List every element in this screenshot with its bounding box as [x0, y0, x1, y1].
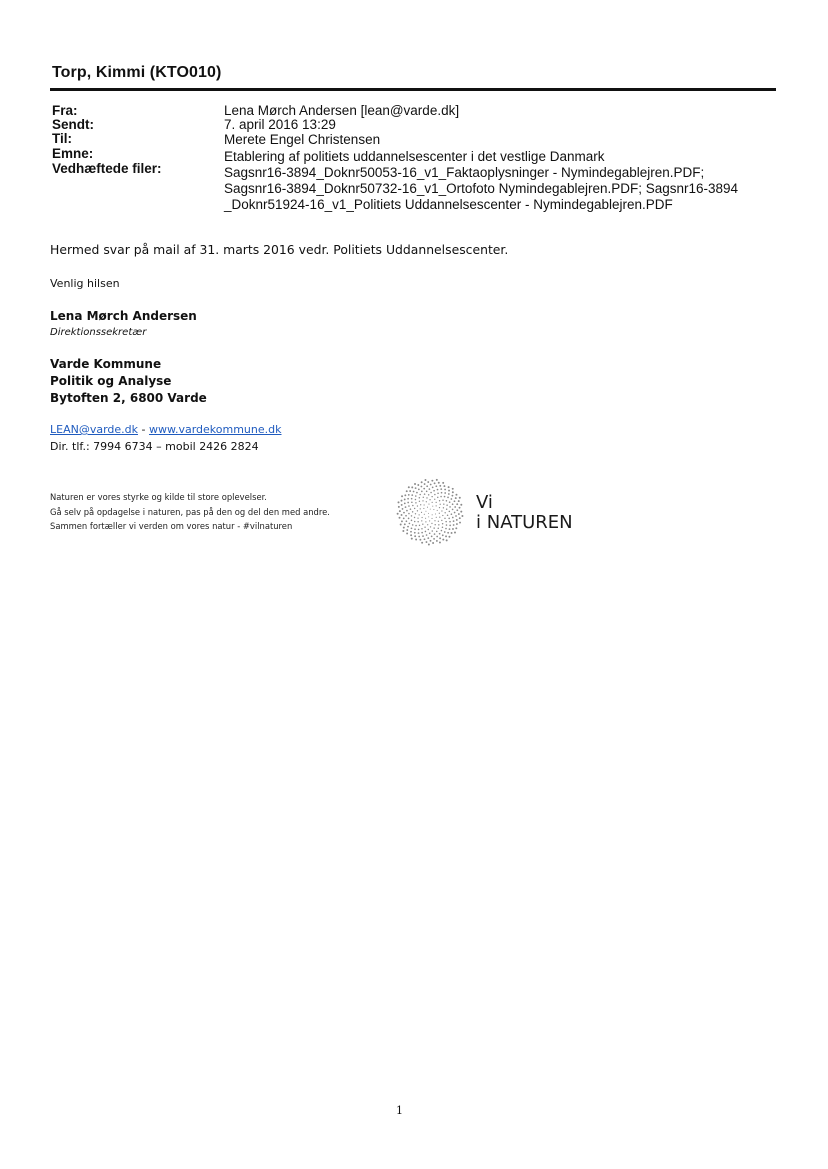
- logo-dot: [441, 510, 442, 511]
- logo-dot: [418, 532, 420, 534]
- logo-dot: [435, 485, 437, 487]
- logo-dot: [452, 488, 454, 490]
- logo-dot: [448, 536, 450, 538]
- logo-dot: [459, 522, 461, 524]
- logo-dot: [419, 525, 420, 526]
- logo-dot: [447, 515, 449, 517]
- logo-dot: [433, 490, 435, 492]
- logo-dot: [412, 524, 414, 526]
- logo-dot: [404, 498, 406, 500]
- from-label: Fra:: [52, 103, 78, 118]
- logo-dot: [406, 510, 408, 512]
- signature-department: Politik og Analyse: [50, 374, 172, 388]
- logo-dot: [449, 506, 451, 508]
- logo-dot: [421, 486, 423, 488]
- logo-dot: [415, 495, 417, 497]
- logo-dot: [424, 538, 426, 540]
- logo-dot: [411, 494, 413, 496]
- signature-phone: Dir. tlf.: 7994 6734 – mobil 2426 2824: [50, 440, 259, 453]
- logo-dot: [416, 492, 418, 494]
- logo-dot: [442, 526, 444, 528]
- logo-dot: [419, 539, 421, 541]
- logo-dot: [436, 540, 438, 542]
- website-link[interactable]: www.vardekommune.dk: [148, 423, 282, 436]
- logo-dot: [406, 490, 408, 492]
- signature-address: Bytoften 2, 6800 Varde: [50, 391, 207, 405]
- logo-dot: [425, 521, 426, 522]
- logo-dot: [420, 504, 421, 505]
- logo-dot: [397, 513, 399, 515]
- logo-dot: [444, 496, 446, 498]
- logo-dot: [434, 533, 436, 535]
- logo-dot: [451, 513, 453, 515]
- logo-dot: [415, 499, 417, 501]
- logo-dot: [407, 502, 409, 504]
- logo-dot: [449, 528, 451, 530]
- logo-dot: [435, 524, 436, 525]
- logo-dot: [407, 498, 409, 500]
- logo-dot: [398, 506, 400, 508]
- logo-dot: [446, 500, 448, 502]
- logo-dot: [410, 534, 412, 536]
- logo-dot: [442, 515, 443, 516]
- logo-dot: [408, 518, 410, 520]
- logo-dot: [421, 491, 423, 493]
- sent-value: 7. april 2016 13:29: [224, 117, 336, 132]
- logo-dot: [439, 533, 441, 535]
- logo-dot: [449, 511, 451, 513]
- logo-dot: [439, 513, 440, 514]
- logo-dot: [456, 509, 458, 511]
- logo-dot: [430, 540, 432, 542]
- logo-dot: [441, 520, 442, 521]
- logo-dot: [437, 497, 438, 498]
- logo-dot: [425, 518, 426, 519]
- logo-dot: [401, 500, 403, 502]
- logo-dot: [424, 479, 426, 481]
- logo-dot: [401, 504, 403, 506]
- logo-dot: [431, 518, 432, 519]
- logo-dot: [430, 492, 432, 494]
- logo-dot: [443, 507, 444, 508]
- logo-dot: [421, 512, 422, 513]
- logo-dot: [399, 510, 401, 512]
- logo-dot: [458, 513, 460, 515]
- logo-dot: [415, 502, 416, 503]
- logo-dot: [434, 499, 435, 500]
- logo-dot: [414, 517, 415, 518]
- logo-dot: [456, 494, 458, 496]
- logo-dot: [429, 532, 431, 534]
- logo-dot: [428, 516, 429, 517]
- logo-dot: [419, 514, 420, 515]
- logo-dot: [443, 503, 444, 504]
- logo-dot: [442, 534, 444, 536]
- logo-dot: [427, 524, 428, 525]
- logo-dot: [409, 490, 411, 492]
- logo-dot: [433, 538, 435, 540]
- logo-dot: [446, 508, 447, 509]
- logo-dot: [402, 508, 404, 510]
- logo-dot: [452, 509, 454, 511]
- logo-dot: [451, 532, 453, 534]
- logo-dot: [436, 536, 438, 538]
- logo-dot: [401, 520, 403, 522]
- logo-dot: [441, 530, 443, 532]
- logo-dot: [453, 520, 455, 522]
- logo-dot: [439, 500, 440, 501]
- logo-dot: [432, 542, 434, 544]
- logo-dot: [434, 494, 436, 496]
- logo-dot: [421, 542, 423, 544]
- logo-dot: [454, 512, 456, 514]
- logo-dot: [428, 513, 429, 514]
- logo-dot: [417, 484, 419, 486]
- logo-dot: [444, 489, 446, 491]
- logo-dot: [444, 518, 445, 519]
- logo-dot: [404, 523, 406, 525]
- logo-dot: [424, 504, 425, 505]
- logo-dot: [433, 527, 434, 528]
- logo-dot: [437, 489, 439, 491]
- logo-dot: [445, 535, 447, 537]
- to-label: Til:: [52, 131, 72, 146]
- logo-dot: [414, 532, 416, 534]
- logo-dot: [441, 492, 443, 494]
- logo-dot: [411, 501, 413, 503]
- logo-dot: [440, 488, 442, 490]
- logo-dot: [449, 525, 451, 527]
- logo-dot: [404, 503, 406, 505]
- logo-dot: [435, 513, 436, 514]
- logo-dot: [440, 504, 441, 505]
- logo-dot: [436, 479, 438, 481]
- logo-dot: [411, 527, 413, 529]
- logo-dot: [401, 495, 403, 497]
- logo-dot: [405, 506, 407, 508]
- logo-dot: [414, 535, 416, 537]
- logo-dot: [419, 494, 421, 496]
- logo-dot: [415, 513, 416, 514]
- logo-dot: [421, 528, 423, 530]
- logo-dot: [403, 517, 405, 519]
- greeting: Venlig hilsen: [50, 277, 120, 290]
- logo-dot: [455, 527, 457, 529]
- logo-dot: [456, 519, 458, 521]
- logo-dot: [432, 502, 433, 503]
- logo-dot: [436, 505, 437, 506]
- logo-dot: [426, 497, 427, 498]
- logo-dot: [432, 530, 434, 532]
- logo-dot: [439, 507, 440, 508]
- subject-label: Emne:: [52, 146, 94, 161]
- logo-dot: [408, 494, 410, 496]
- logo-dot: [461, 515, 463, 517]
- logo-dot: [438, 482, 440, 484]
- logo-dot: [411, 515, 413, 517]
- logo-dot: [419, 501, 420, 502]
- logo-dot: [411, 538, 413, 540]
- logo-dot: [418, 489, 420, 491]
- logo-dot: [410, 531, 412, 533]
- logo-dot: [438, 524, 439, 525]
- logo-dot: [430, 509, 431, 510]
- logo-dot: [426, 501, 427, 502]
- logo-dot: [417, 505, 418, 506]
- logo-dot: [424, 527, 425, 528]
- logo-dot: [406, 520, 408, 522]
- from-value: Lena Mørch Andersen [lean@varde.dk]: [224, 103, 460, 118]
- logo-dot: [459, 507, 461, 509]
- logo-dot: [452, 495, 454, 497]
- logo-dot: [454, 506, 456, 508]
- logo-dot: [412, 505, 414, 507]
- logo-dot: [436, 531, 438, 533]
- logo-dot: [427, 481, 429, 483]
- logo-dot: [439, 517, 440, 518]
- logo-dot: [426, 534, 428, 536]
- logo-dot: [401, 514, 403, 516]
- attachment-line-2: Sagsnr16-3894_Doknr50732-16_v1_Ortofoto Nymindegablejren.PDF; Sagsnr16-3894: [224, 181, 739, 196]
- logo-dot: [409, 523, 411, 525]
- attachment-line-1: Sagsnr16-3894_Doknr50053-16_v1_Faktaoplysninger - Nymindegablejren.PDF;: [224, 165, 705, 180]
- logo-dot: [405, 515, 407, 517]
- logo-dot: [431, 480, 433, 482]
- logo-dot: [422, 517, 423, 518]
- logo-dot: [460, 511, 462, 513]
- logo-dot: [437, 510, 438, 511]
- logo-dot: [448, 493, 450, 495]
- logo-dot: [434, 520, 435, 521]
- logo-dot: [408, 486, 410, 488]
- logo-dot: [419, 497, 421, 499]
- logo-dot: [428, 494, 429, 495]
- logo-dot: [423, 488, 425, 490]
- logo-dot: [415, 487, 417, 489]
- logo-dot: [422, 500, 423, 501]
- logo-dot: [414, 528, 416, 530]
- logo-dot: [454, 532, 456, 534]
- logo-dot: [444, 512, 445, 513]
- sent-label: Sendt:: [52, 117, 94, 132]
- logo-dot: [406, 532, 408, 534]
- logo-dot: [436, 502, 437, 503]
- logo-dot: [455, 497, 457, 499]
- logo-dot: [434, 482, 436, 484]
- page-number: 1: [396, 1104, 403, 1117]
- logo-dot: [446, 504, 448, 506]
- logo-dot: [422, 524, 423, 525]
- logo-dot: [399, 517, 401, 519]
- logo-dot: [459, 497, 461, 499]
- logo-dot: [448, 518, 450, 520]
- logo-dot: [437, 528, 439, 530]
- logo-dot: [426, 491, 428, 493]
- logo-dot: [422, 535, 424, 537]
- logo-dot: [452, 491, 454, 493]
- logo-dot: [411, 486, 413, 488]
- logo-dot: [439, 537, 441, 539]
- logo-dot: [455, 515, 457, 517]
- logo-dot: [428, 504, 429, 505]
- logo-dot: [449, 501, 451, 503]
- logo-dot: [432, 506, 433, 507]
- logo-dot: [402, 530, 404, 532]
- logo-dot: [443, 485, 445, 487]
- logo-dot: [444, 492, 446, 494]
- to-value: Merete Engel Christensen: [224, 132, 381, 147]
- logo-dot: [459, 517, 461, 519]
- logo-dot: [431, 523, 432, 524]
- logo-dot: [433, 509, 434, 510]
- logo-dot: [442, 539, 444, 541]
- logo-dot: [415, 525, 417, 527]
- logo-dot: [445, 521, 447, 523]
- logo-dot: [430, 526, 431, 527]
- body-text: Hermed svar på mail af 31. marts 2016 vedr. Politiets Uddannelsescenter.: [50, 242, 509, 257]
- header-divider: [50, 88, 776, 91]
- logo-dot: [418, 529, 420, 531]
- logo-dot: [426, 485, 428, 487]
- logo-dot: [449, 521, 451, 523]
- logo-dot: [428, 544, 430, 546]
- logo-dot: [425, 531, 427, 533]
- logo-dot: [447, 532, 449, 534]
- logo-text-vi: Vi: [476, 492, 493, 513]
- signature-title: Direktionssekretær: [50, 327, 147, 338]
- email-link[interactable]: LEAN@varde.dk: [50, 423, 139, 436]
- logo-dot: [431, 536, 433, 538]
- logo-dot: [423, 497, 424, 498]
- logo-dot: [429, 520, 430, 521]
- logo-dot: [404, 494, 406, 496]
- logo-dot: [413, 491, 415, 493]
- mailbox-owner: Torp, Kimmi (KTO010): [52, 64, 222, 81]
- logo-dot: [442, 500, 443, 501]
- logo-dot: [427, 507, 428, 508]
- logo-dot: [412, 511, 413, 512]
- slogan-line-1: Naturen er vores styrke og kilde til store oplevelser.: [50, 492, 267, 502]
- logo-dot: [439, 541, 441, 543]
- logo-dot: [414, 508, 415, 509]
- logo-dot: [410, 508, 412, 510]
- logo-dot: [406, 529, 408, 531]
- slogan-line-3: Sammen fortæller vi verden om vores natur - #vilnaturen: [50, 521, 293, 531]
- attachments-label: Vedhæftede filer:: [52, 161, 162, 176]
- logo-dot: [437, 492, 439, 494]
- logo-dot: [438, 521, 439, 522]
- logo-dot: [456, 503, 458, 505]
- logo-dot: [452, 517, 454, 519]
- logo-dot: [456, 523, 458, 525]
- logo-dot: [430, 484, 432, 486]
- logo-dot: [423, 508, 424, 509]
- logo-dot: [452, 503, 454, 505]
- logo-dot: [417, 521, 418, 522]
- logo-dot: [442, 482, 444, 484]
- logo-dot: [446, 539, 448, 541]
- logo-dot: [403, 527, 405, 529]
- logo-dot: [428, 529, 429, 530]
- logo-dot: [439, 485, 441, 487]
- logo-dot: [447, 497, 449, 499]
- signature-org: Varde Kommune: [50, 357, 162, 371]
- logo-dot: [448, 486, 450, 488]
- logo-dot: [417, 510, 418, 511]
- logo-dot: [411, 498, 413, 500]
- logo-dot: [451, 498, 453, 500]
- slogan-line-2: Gå selv på opdagelse i naturen, pas på den og del den med andre.: [50, 507, 330, 517]
- subject-value: Etablering af politiets uddannelsescenter i det vestlige Danmark: [224, 149, 605, 164]
- logo-dot: [444, 531, 446, 533]
- logo-dot: [407, 526, 409, 528]
- logo-dot: [442, 523, 443, 524]
- logo-dot: [398, 501, 400, 503]
- logo-dot: [445, 528, 447, 530]
- logo-dot: [448, 490, 450, 492]
- logo-dot: [432, 514, 433, 515]
- logo-dot: [421, 481, 423, 483]
- logo-dot: [421, 532, 423, 534]
- logo-dot: [436, 517, 437, 518]
- attachment-line-3: _Doknr51924-16_v1_Politiets Uddannelsescenter - Nymindegablejren.PDF: [224, 197, 673, 212]
- logo-dot: [427, 537, 429, 539]
- logo-dot: [431, 496, 432, 497]
- logo-dot: [454, 500, 456, 502]
- logo-dot: [446, 524, 448, 526]
- logo-dot: [458, 500, 460, 502]
- logo-dot: [429, 488, 431, 490]
- signature-contact-links: [50, 423, 282, 437]
- logo-dot: [408, 513, 410, 515]
- signature-name: Lena Mørch Andersen: [50, 309, 197, 323]
- logo-dot: [415, 539, 417, 541]
- dotted-sunflower-icon: [396, 478, 464, 546]
- logo-dot: [425, 511, 426, 512]
- logo-dot: [424, 514, 425, 515]
- logo-dot: [460, 504, 462, 506]
- logo-dot: [408, 505, 410, 507]
- logo-dot: [453, 524, 455, 526]
- logo-dot: [403, 512, 405, 514]
- link-separator: -: [138, 423, 149, 436]
- logo-dot: [424, 483, 426, 485]
- logo-dot: [400, 524, 402, 526]
- logo-dot: [414, 521, 416, 523]
- logo-dot: [452, 528, 454, 530]
- logo-dot: [426, 541, 428, 543]
- logo-dot: [440, 496, 442, 498]
- logo-text-naturen: i NATUREN: [476, 512, 573, 533]
- logo-dot: [417, 517, 418, 518]
- logo-dot: [411, 520, 413, 522]
- logo-dot: [418, 536, 420, 538]
- logo-dot: [420, 508, 421, 509]
- logo-dot: [432, 487, 434, 489]
- logo-dot: [421, 520, 422, 521]
- logo-dot: [414, 483, 416, 485]
- logo-dot: [429, 499, 430, 500]
- logo-dot: [424, 493, 426, 495]
